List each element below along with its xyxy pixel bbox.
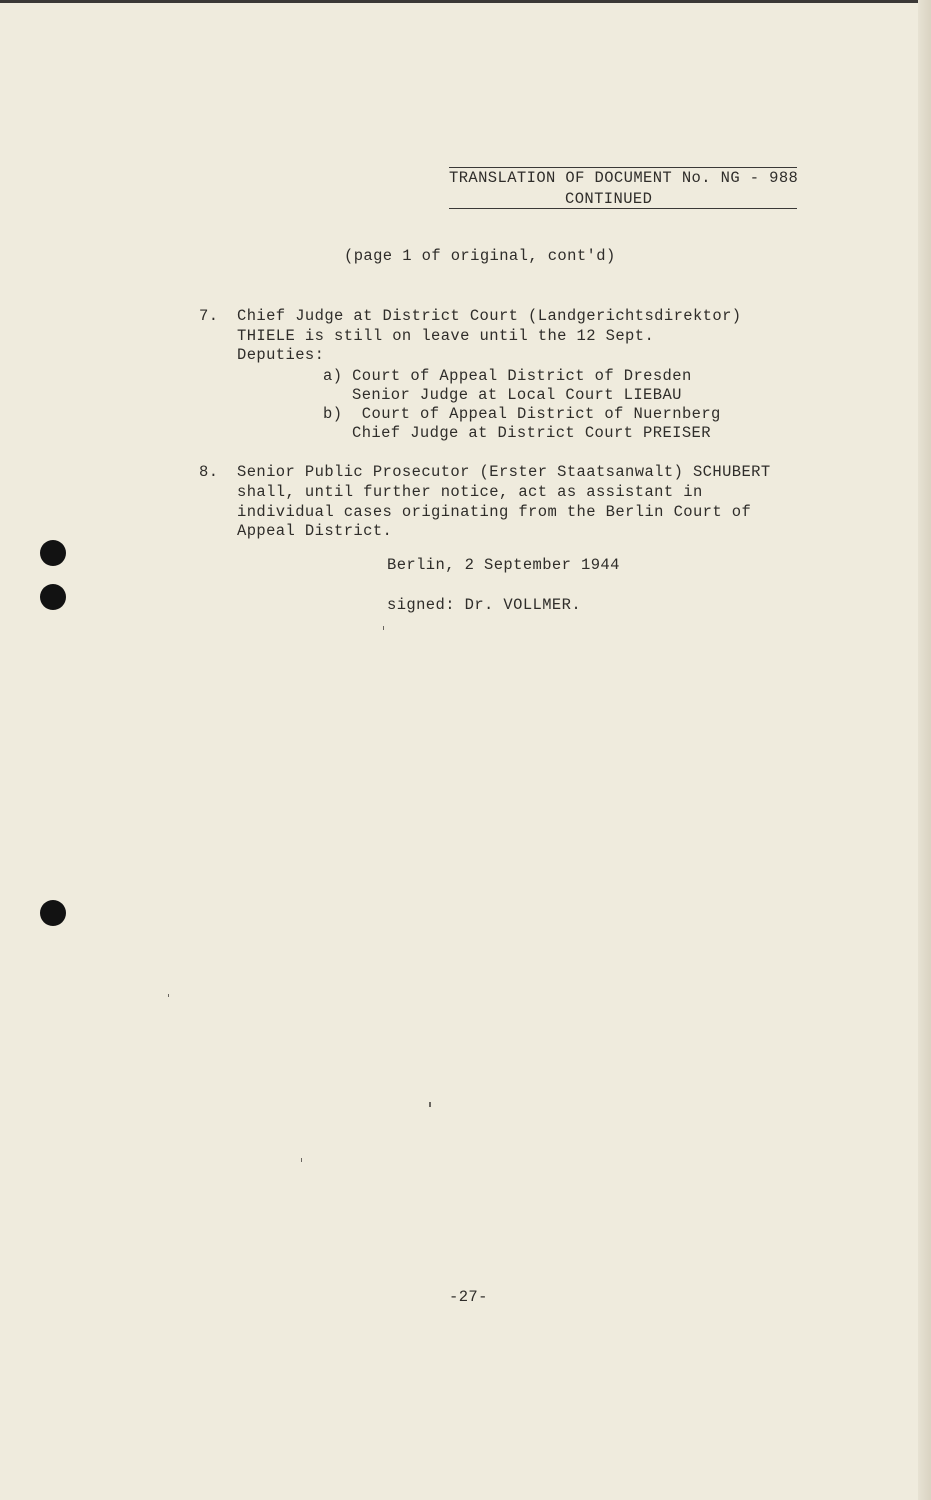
document-title: TRANSLATION OF DOCUMENT No. NG - 988 — [449, 169, 799, 187]
place-and-date: Berlin, 2 September 1944 — [387, 556, 620, 574]
item-7-line-1: Chief Judge at District Court (Landgerichtsdirektor) — [237, 307, 742, 325]
scan-speck — [301, 1158, 302, 1162]
scan-speck — [383, 626, 384, 630]
signature: signed: Dr. VOLLMER. — [387, 596, 582, 614]
scan-top-edge — [0, 0, 931, 3]
header-bottom-rule — [449, 208, 797, 209]
punch-hole — [40, 540, 66, 566]
item-8-line-3: individual cases originating from the Berlin Court of — [237, 503, 752, 521]
item-7-line-3: Deputies: — [237, 346, 325, 364]
item-8-line-4: Appeal District. — [237, 522, 393, 540]
page-number: -27- — [449, 1288, 488, 1306]
item-8-number: 8. — [199, 463, 219, 481]
deputy-a-line-1: a) Court of Appeal District of Dresden — [323, 367, 692, 385]
scan-right-edge — [918, 0, 931, 1500]
punch-hole — [40, 900, 66, 926]
scan-speck — [429, 1102, 431, 1107]
scan-speck — [168, 994, 169, 997]
document-subtitle: CONTINUED — [565, 190, 653, 208]
punch-hole — [40, 584, 66, 610]
item-8-line-1: Senior Public Prosecutor (Erster Staatsanwalt) SCHUBERT — [237, 463, 771, 481]
item-7-number: 7. — [199, 307, 219, 325]
deputy-b-line-2: Chief Judge at District Court PREISER — [352, 424, 711, 442]
deputy-a-line-2: Senior Judge at Local Court LIEBAU — [352, 386, 682, 404]
header-top-rule — [449, 167, 797, 168]
deputy-b-line-1: b) Court of Appeal District of Nuernberg — [323, 405, 721, 423]
item-8-line-2: shall, until further notice, act as assistant in — [237, 483, 703, 501]
page-note: (page 1 of original, cont'd) — [344, 247, 616, 265]
item-7-line-2: THIELE is still on leave until the 12 Sept. — [237, 327, 655, 345]
